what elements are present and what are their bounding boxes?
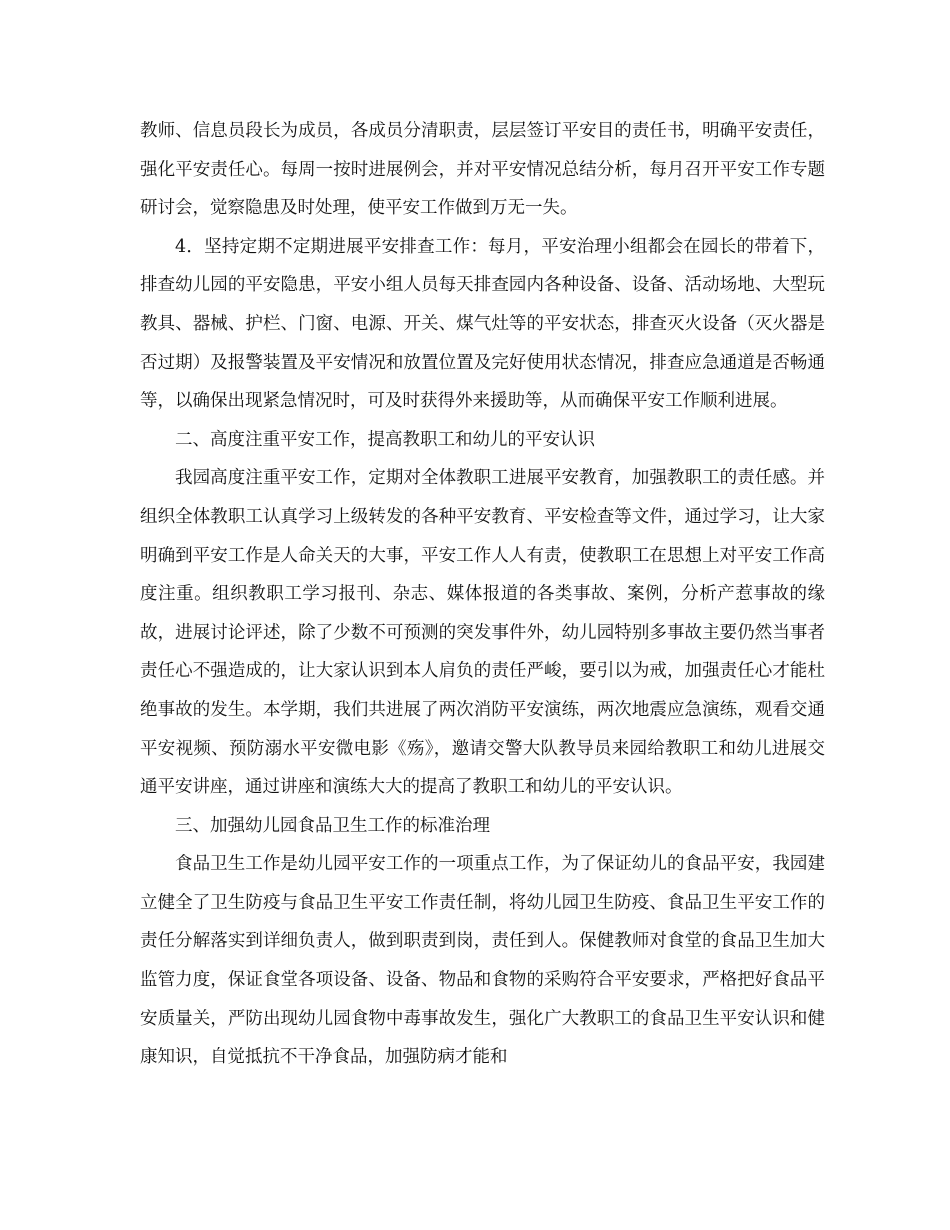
paragraph-3: 我园高度注重平安工作，定期对全体教职工进展平安教育，加强教职工的责任感。并组织全体教职工认真学习上级转发的各种平安教育、平安检查等文件，通过学习，让大家明确到平安工作是人命关天的大事，平安工作人人有责，使教职工在思想上对平安工作高度注重。组织教职工学习报刊、杂志、媒体报道的各类事故、案例，分析产惹事故的缘故，进展讨论评述，除了少数不可预测的突发事件外，幼儿园特别多事故主要仍然当事者责任心不强造成的，让大家认识到本人肩负的责任严峻，要引以为戒，加强责任心才能杜绝事故的发生。本学期，我们共进展了两次消防平安演练，两次地震应急演练，观看交通平安视频、预防溺水平安微电影《殇》，邀请交警大队教导员来园给教职工和幼儿进展交通平安讲座，通过讲座和演练大大的提高了教职工和幼儿的平安认识。 <box>140 468 825 798</box>
paragraph-2: 4．坚持定期不定期进展平安排查工作：每月，平安治理小组都会在园长的带着下，排查幼儿园的平安隐患，平安小组人员每天排查园内各种设备、设备、活动场地、大型玩教具、器械、护栏、门窗、电源、开关、煤气灶等的平安状态，排查灭火设备（灭火器是否过期）及报警装置及平安情况和放置位置及完好使用状态情况，排查应急通道是否畅通等，以确保出现紧急情况时，可及时获得外来援助等，从而确保平安工作顺利进展。 <box>140 236 825 412</box>
section-heading-2: 二、高度注重平安工作，提高教职工和幼儿的平安认识 <box>175 429 595 450</box>
paragraph-1: 教师、信息员段长为成员，各成员分清职责，层层签订平安目的责任书，明确平安责任，强化平安责任心。每周一按时进展例会，并对平安情况总结分析，每月召开平安工作专题研讨会，觉察隐患及时处理，使平安工作做到万无一失。 <box>140 121 825 219</box>
section-heading-3: 三、加强幼儿园食品卫生工作的标准治理 <box>175 815 490 836</box>
paragraph-4: 食品卫生工作是幼儿园平安工作的一项重点工作，为了保证幼儿的食品平安，我园建立健全了卫生防疫与食品卫生平安工作责任制，将幼儿园卫生防疫、食品卫生平安工作的责任分解落实到详细负责人，做到职责到岗，责任到人。保健教师对食堂的食品卫生加大监管力度，保证食堂各项设备、设备、物品和食物的采购符合平安要求，严格把好食品平安质量关，严防出现幼儿园食物中毒事故发生，强化广大教职工的食品卫生平安认识和健康知识，自觉抵抗不干净食品，加强防病才能和 <box>140 854 825 1068</box>
